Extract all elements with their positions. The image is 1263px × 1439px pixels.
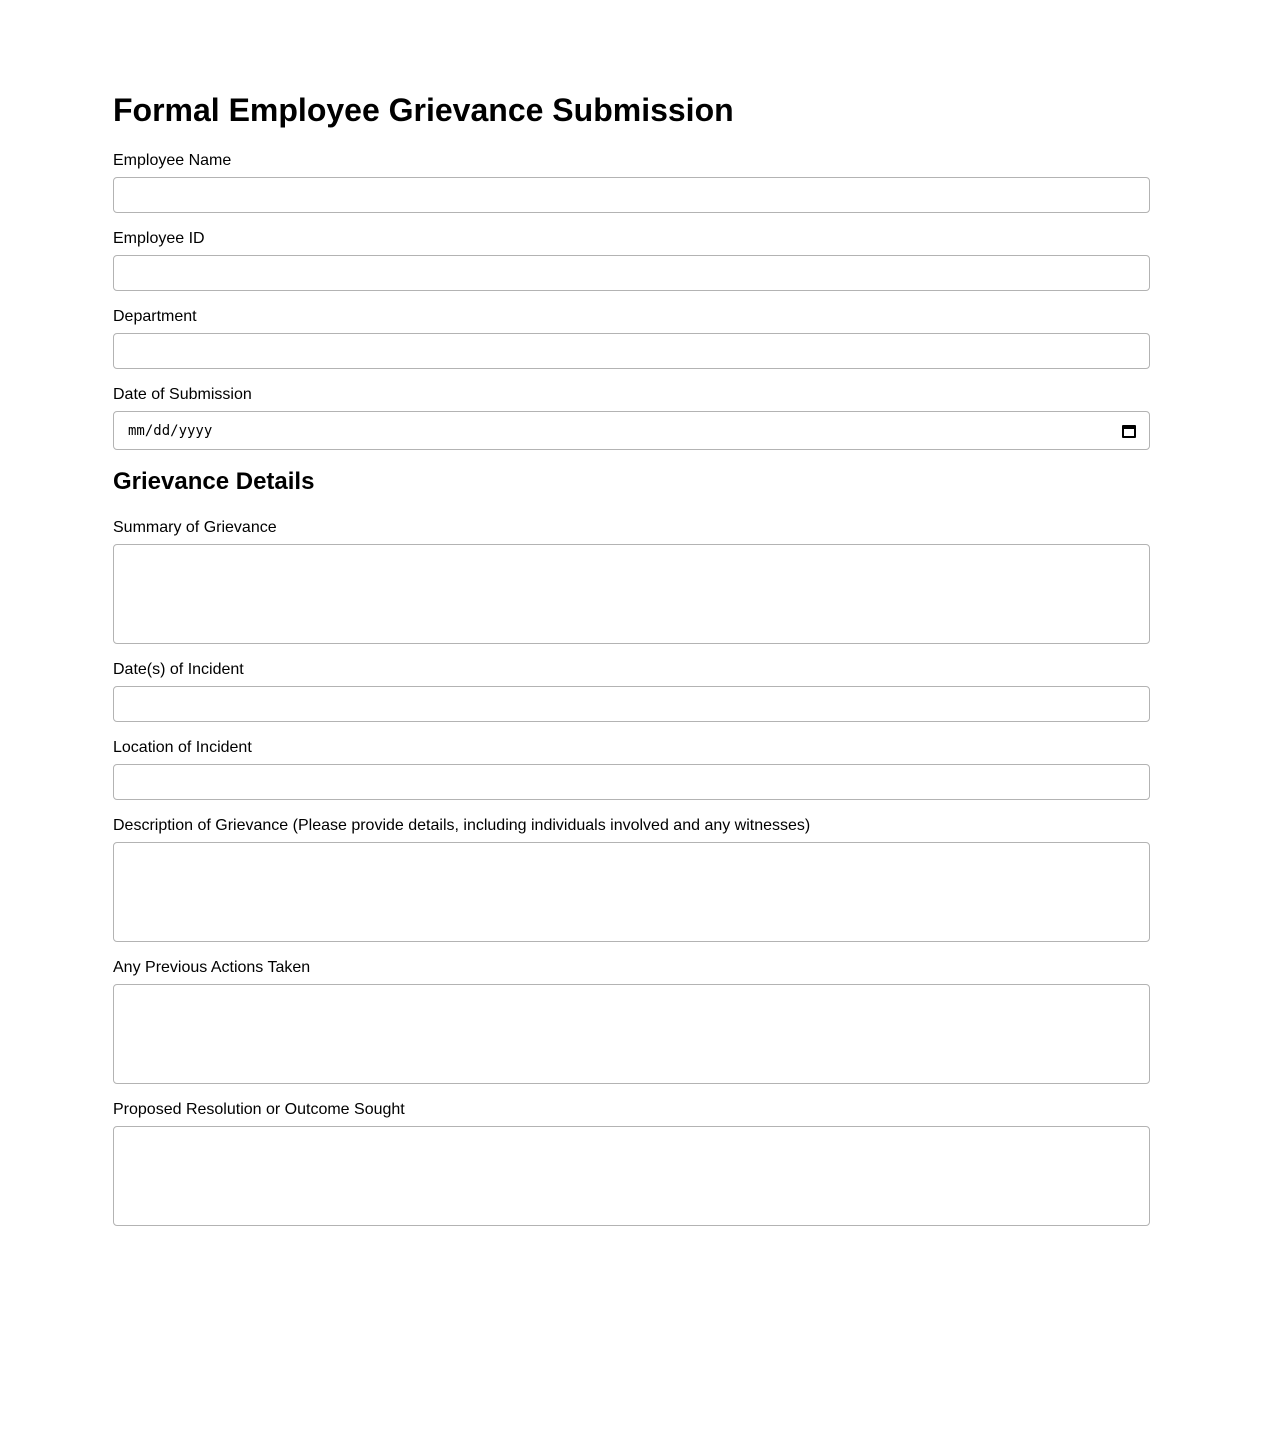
description-textarea[interactable] [113,842,1150,942]
date-placeholder: mm/dd/yyyy [128,422,213,439]
department-input[interactable] [113,333,1150,369]
incident-location-label: Location of Incident [113,739,252,756]
employee-id-label: Employee ID [113,230,205,247]
department-label: Department [113,308,197,325]
incident-dates-label: Date(s) of Incident [113,661,244,678]
page-title: Formal Employee Grievance Submission [113,92,734,128]
employee-name-label: Employee Name [113,152,232,169]
summary-label: Summary of Grievance [113,519,277,536]
previous-actions-textarea[interactable] [113,984,1150,1084]
proposed-resolution-textarea[interactable] [113,1126,1150,1226]
employee-name-input[interactable] [113,177,1150,213]
date-of-submission-label: Date of Submission [113,386,252,403]
proposed-resolution-label: Proposed Resolution or Outcome Sought [113,1101,405,1118]
description-label: Description of Grievance (Please provide details, including individuals involved and any witnesses) [113,817,811,834]
calendar-icon[interactable] [1122,424,1136,438]
section-title-grievance-details: Grievance Details [113,468,315,495]
summary-textarea[interactable] [113,544,1150,644]
incident-dates-input[interactable] [113,686,1150,722]
date-of-submission-input[interactable] [113,411,1150,450]
previous-actions-label: Any Previous Actions Taken [113,959,311,976]
employee-id-input[interactable] [113,255,1150,291]
incident-location-input[interactable] [113,764,1150,800]
